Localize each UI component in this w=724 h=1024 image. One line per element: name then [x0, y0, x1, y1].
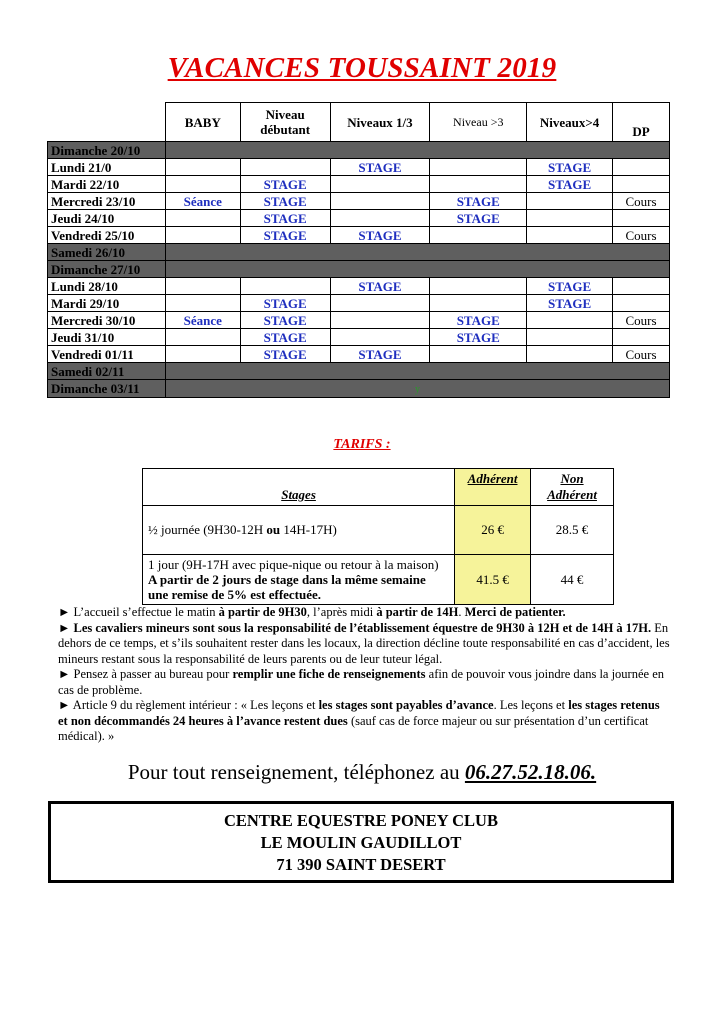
slot-empty: [527, 329, 613, 346]
note-text: , l’après midi: [306, 605, 377, 619]
slot-empty: [240, 278, 330, 295]
slot-sance: Séance: [165, 193, 240, 210]
schedule-body: [48, 142, 670, 398]
slot-empty: [430, 176, 527, 193]
price-col-adherent: Adhérent: [455, 469, 531, 506]
day-label: Lundi 28/10: [48, 278, 166, 295]
slot-empty: [165, 329, 240, 346]
weekend-mark: y: [414, 384, 420, 395]
day-label: Jeudi 24/10: [48, 210, 166, 227]
header-niveaux-4: Niveaux>4: [527, 103, 613, 142]
slot-stage: STAGE: [240, 176, 330, 193]
note-bold: Merci de patienter.: [464, 605, 566, 619]
note-article-9: [58, 698, 672, 745]
schedule-row: [48, 295, 670, 312]
header-niveau-3: Niveau >3: [430, 103, 527, 142]
slot-empty: [330, 329, 430, 346]
weekend-fill: [165, 380, 669, 398]
header-debutant: Niveau débutant: [240, 103, 330, 142]
page-title: VACANCES TOUSSAINT 2019: [167, 52, 557, 84]
slot-stage: STAGE: [430, 193, 527, 210]
address-line-1: CENTRE EQUESTRE PONEY CLUB: [224, 811, 498, 830]
note-text: ► Article 9 du règlement intérieur : « Les leçons et: [58, 698, 319, 712]
slot-empty: [165, 159, 240, 176]
schedule-row: [48, 312, 670, 329]
note-fiche: [58, 667, 672, 698]
slot-stage: STAGE: [527, 278, 613, 295]
schedule-row-weekend: [48, 244, 670, 261]
day-label: Lundi 21/0: [48, 159, 166, 176]
slot-stage: STAGE: [430, 329, 527, 346]
price-half-day-adherent: 26 €: [455, 506, 531, 555]
slot-empty: [430, 295, 527, 312]
slot-empty: [613, 329, 670, 346]
day-label: Mercredi 30/10: [48, 312, 166, 329]
slot-cours: Cours: [613, 227, 670, 244]
slot-stage: STAGE: [330, 346, 430, 363]
slot-cours: Cours: [613, 346, 670, 363]
slot-sance: Séance: [165, 312, 240, 329]
schedule-row: [48, 346, 670, 363]
price-full-day-non: 44 €: [531, 555, 614, 605]
slot-empty: [613, 176, 670, 193]
slot-stage: STAGE: [330, 159, 430, 176]
note-bold: remplir une fiche de renseignements: [232, 667, 426, 681]
slot-empty: [430, 346, 527, 363]
price-row-full-day: [143, 555, 614, 605]
schedule-row-weekend: [48, 363, 670, 380]
price-full-day-adherent: 41.5 €: [455, 555, 531, 605]
schedule-row-weekend: [48, 142, 670, 159]
note-text: .: [458, 605, 465, 619]
price-table: [142, 468, 614, 605]
schedule-row: [48, 227, 670, 244]
slot-stage: STAGE: [330, 227, 430, 244]
weekend-fill: [165, 363, 669, 380]
full-day-text: 1 jour (9H-17H avec pique-nique ou retour à la maison): [148, 557, 439, 572]
slot-stage: STAGE: [240, 210, 330, 227]
slot-stage: STAGE: [240, 312, 330, 329]
weekend-fill: [165, 261, 669, 278]
note-text: afin de pouvoir vous joindre dans la journée en cas de problème.: [58, 667, 664, 697]
slot-empty: [613, 159, 670, 176]
schedule-row-weekend: [48, 380, 670, 398]
slot-empty: [527, 312, 613, 329]
header-baby: BABY: [165, 103, 240, 142]
slot-empty: [613, 210, 670, 227]
tarifs-title: TARIFS :: [333, 437, 391, 452]
day-label: Vendredi 25/10: [48, 227, 166, 244]
schedule-header-row: [48, 103, 670, 142]
slot-empty: [330, 176, 430, 193]
header-dp: DP: [613, 103, 670, 142]
note-bold: les stages retenus et non décommandés 24 heures à l’avance restent dues: [58, 698, 660, 728]
slot-empty: [165, 295, 240, 312]
slot-empty: [165, 210, 240, 227]
note-accueil: [58, 605, 672, 621]
day-label: Mercredi 23/10: [48, 193, 166, 210]
day-label: Dimanche 20/10: [48, 142, 166, 159]
note-bold: à partir de 9H30: [218, 605, 307, 619]
schedule-row: [48, 159, 670, 176]
slot-stage: STAGE: [240, 295, 330, 312]
notes: [58, 605, 672, 745]
note-bold: à partir de 14H: [376, 605, 459, 619]
slot-stage: STAGE: [527, 159, 613, 176]
price-col-stages: Stages: [143, 469, 455, 506]
price-full-day-label: [143, 555, 455, 605]
slot-empty: [330, 295, 430, 312]
slot-stage: STAGE: [430, 210, 527, 227]
slot-empty: [330, 312, 430, 329]
schedule-row: [48, 329, 670, 346]
day-label: Dimanche 27/10: [48, 261, 166, 278]
slot-empty: [430, 227, 527, 244]
price-col-non-adherent: Non Adhérent: [531, 469, 614, 506]
address-line-2: LE MOULIN GAUDILLOT: [260, 833, 462, 852]
half-day-or: ou: [266, 522, 281, 537]
phone-label: Pour tout renseignement, téléphonez au: [127, 760, 465, 784]
slot-empty: [165, 278, 240, 295]
day-label: Vendredi 01/11: [48, 346, 166, 363]
schedule-row: [48, 193, 670, 210]
slot-stage: STAGE: [240, 227, 330, 244]
slot-empty: [527, 346, 613, 363]
note-responsabilite: [58, 621, 672, 668]
day-label: Jeudi 31/10: [48, 329, 166, 346]
schedule-row-weekend: [48, 261, 670, 278]
header-niveaux-1-3: Niveaux 1/3: [330, 103, 430, 142]
slot-empty: [527, 210, 613, 227]
weekend-fill: [165, 142, 669, 159]
price-row-half-day: [143, 506, 614, 555]
address-line-3: 71 390 SAINT DESERT: [276, 855, 446, 874]
note-bold: les stages sont payables d’avance: [318, 698, 494, 712]
note-bold: ► Les cavaliers mineurs sont sous la responsabilité de l’établissement équestre de 9H30 à 12H et de 14H à 17H.: [58, 620, 652, 635]
slot-empty: [165, 227, 240, 244]
half-day-text: ½ journée (9H30-12H: [148, 522, 267, 537]
slot-empty: [527, 227, 613, 244]
slot-empty: [330, 210, 430, 227]
price-half-day-label: [143, 506, 455, 555]
note-text: (sauf cas de force majeur ou sur présentation d’un certificat médical). »: [58, 713, 649, 743]
slot-stage: STAGE: [240, 346, 330, 363]
slot-cours: Cours: [613, 193, 670, 210]
day-label: Mardi 29/10: [48, 295, 166, 312]
price-half-day-non: 28.5 €: [531, 506, 614, 555]
price-header-row: [143, 469, 614, 506]
schedule-row: [48, 176, 670, 193]
slot-stage: STAGE: [240, 193, 330, 210]
address-box: [48, 801, 674, 883]
slot-cours: Cours: [613, 312, 670, 329]
note-text: . Les leçons et: [493, 698, 569, 712]
slot-stage: STAGE: [330, 278, 430, 295]
half-day-text-2: 14H-17H): [280, 522, 337, 537]
note-text: ► Pensez à passer au bureau pour: [58, 667, 233, 681]
slot-empty: [430, 278, 527, 295]
header-corner: [48, 103, 166, 142]
note-text: ► L’accueil s’effectue le matin: [58, 605, 219, 619]
phone-line: [0, 760, 724, 785]
note-text: En dehors de ce temps, et s’ils souhaitent rester dans les locaux, la direction décline toute responsabilité en cas d’accident, les mineurs restant sous la responsabilité de leurs parents ou de leur tuteur légal.: [58, 620, 670, 666]
slot-empty: [613, 278, 670, 295]
full-day-discount: A partir de 2 jours de stage dans la même semaine une remise de 5% est effectuée.: [148, 572, 426, 602]
slot-empty: [430, 159, 527, 176]
slot-stage: STAGE: [527, 176, 613, 193]
phone-number[interactable]: 06.27.52.18.06.: [464, 760, 597, 784]
day-label: Samedi 26/10: [48, 244, 166, 261]
slot-stage: STAGE: [527, 295, 613, 312]
slot-empty: [527, 193, 613, 210]
day-label: Samedi 02/11: [48, 363, 166, 380]
slot-empty: [330, 193, 430, 210]
weekend-fill: [165, 244, 669, 261]
schedule-row: [48, 210, 670, 227]
day-label: Dimanche 03/11: [48, 380, 166, 398]
day-label: Mardi 22/10: [48, 176, 166, 193]
slot-empty: [165, 176, 240, 193]
slot-stage: STAGE: [240, 329, 330, 346]
slot-empty: [613, 295, 670, 312]
slot-stage: STAGE: [430, 312, 527, 329]
slot-empty: [165, 346, 240, 363]
schedule-row: [48, 278, 670, 295]
slot-empty: [240, 159, 330, 176]
schedule-table: [47, 102, 670, 398]
